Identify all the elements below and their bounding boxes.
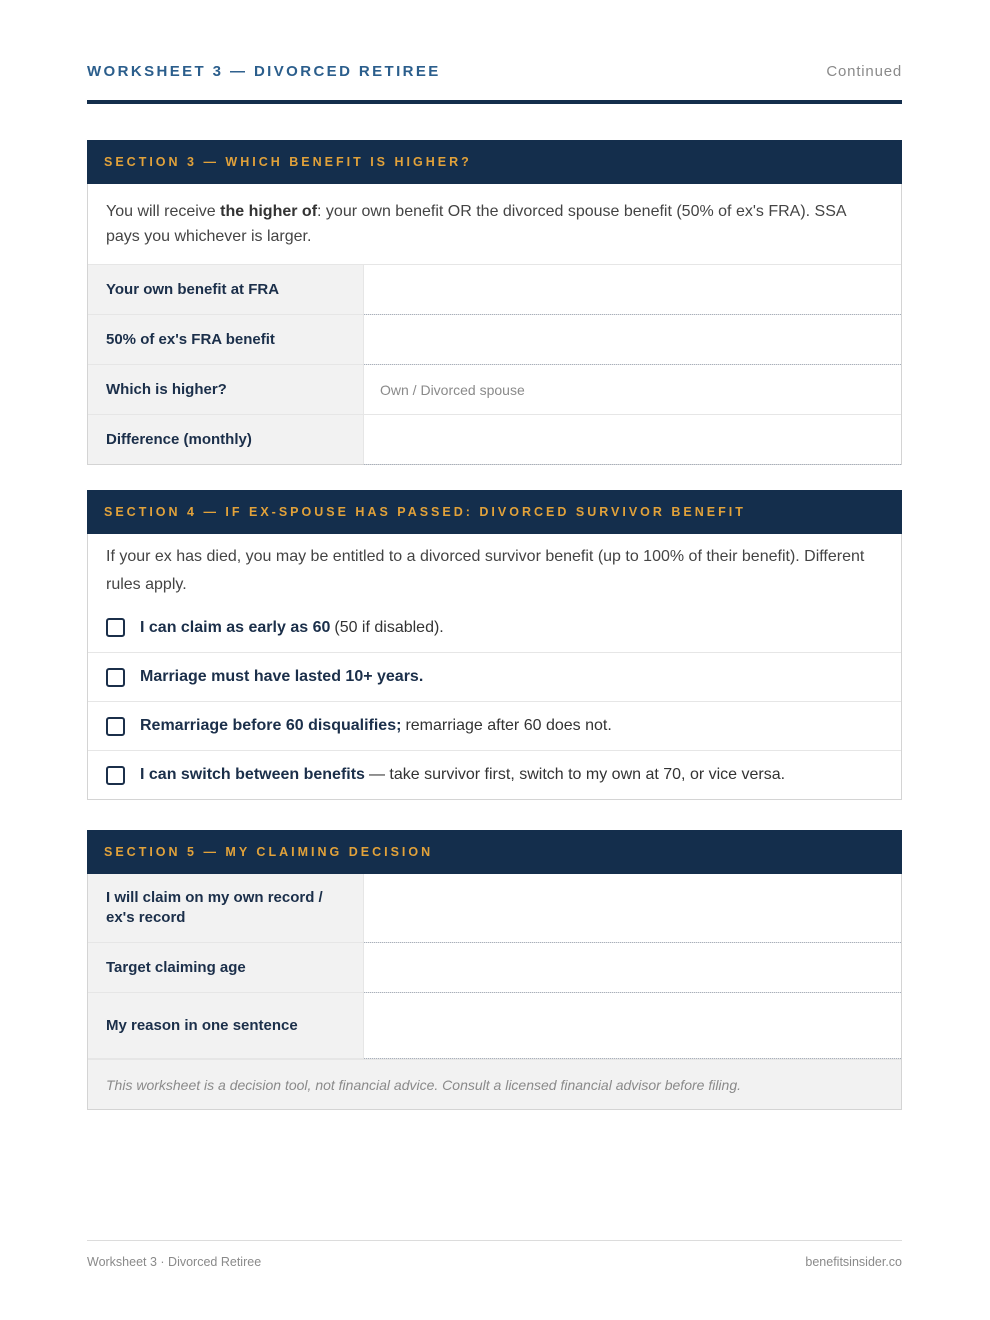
check-bold-text: I can switch between benefits [140, 766, 365, 783]
footer-site-url: benefitsinsider.co [805, 1255, 902, 1269]
difference-label: Difference (monthly) [88, 415, 364, 464]
checklist-item [88, 652, 901, 701]
difference-row [88, 415, 901, 464]
difference-field[interactable] [364, 415, 901, 465]
which-higher-label: Which is higher? [88, 365, 364, 414]
intro-bold: the higher of [220, 203, 318, 220]
section-4-survivor-benefit [87, 490, 902, 800]
checklist-item [88, 750, 901, 799]
which-higher-row [88, 365, 901, 415]
reason-label: My reason in one sentence [88, 993, 364, 1058]
check-rest-text: (50 if disabled). [334, 618, 444, 636]
worksheet-title: WORKSHEET 3 — DIVORCED RETIREE [87, 63, 441, 80]
checkbox[interactable] [106, 618, 125, 637]
ex-half-benefit-row [88, 315, 901, 365]
section-5-heading: SECTION 5 — MY CLAIMING DECISION [87, 830, 902, 874]
continued-label: Continued [826, 63, 902, 80]
which-higher-field[interactable]: Own / Divorced spouse [380, 381, 525, 398]
own-benefit-field[interactable] [364, 265, 901, 315]
section-4-intro: If your ex has died, you may be entitled to a divorced survivor benefit (up to 100% of their benefit). Different rules apply. [106, 548, 865, 593]
ex-half-benefit-field[interactable] [364, 315, 901, 365]
checkbox[interactable] [106, 717, 125, 736]
section-3-intro [88, 184, 901, 265]
claim-record-row [88, 874, 901, 943]
checklist-item [88, 603, 901, 652]
page-footer [87, 1240, 902, 1269]
check-bold-text: Remarriage before 60 disqualifies; [140, 717, 402, 734]
section-5-claiming-decision [87, 830, 902, 1110]
intro-prefix: You will receive [106, 203, 221, 220]
disclaimer-note: This worksheet is a decision tool, not financial advice. Consult a licensed financial advisor before filing. [88, 1059, 901, 1109]
section-4-heading: SECTION 4 — IF EX-SPOUSE HAS PASSED: DIVORCED SURVIVOR BENEFIT [87, 490, 902, 534]
reason-field[interactable] [364, 993, 901, 1059]
own-benefit-label: Your own benefit at FRA [88, 265, 364, 314]
check-bold-text: Marriage must have lasted 10+ years. [140, 668, 424, 685]
check-rest-text: remarriage after 60 does not. [405, 717, 612, 734]
checkbox[interactable] [106, 668, 125, 687]
target-age-field[interactable] [364, 943, 901, 993]
checklist-item [88, 701, 901, 750]
claim-record-label: I will claim on my own record / ex's record [88, 874, 364, 942]
ex-half-benefit-label: 50% of ex's FRA benefit [88, 315, 364, 364]
footer-worksheet-label: Worksheet 3 · Divorced Retiree [87, 1255, 262, 1269]
target-age-label: Target claiming age [88, 943, 364, 992]
target-age-row [88, 943, 901, 993]
page-header [87, 60, 902, 104]
check-bold-text: I can claim as early as 60 [140, 618, 331, 636]
claim-record-field[interactable] [364, 874, 901, 943]
intro-suffix: : your own benefit OR the divorced spouse benefit (50% of ex's FRA). SSA pays you whichever is larger. [106, 203, 846, 245]
own-benefit-row [88, 265, 901, 315]
reason-row [88, 993, 901, 1059]
check-rest-text: — take survivor first, switch to my own at 70, or vice versa. [368, 766, 786, 783]
checkbox[interactable] [106, 766, 125, 785]
section-3-heading: SECTION 3 — WHICH BENEFIT IS HIGHER? [87, 140, 902, 184]
section-3-which-benefit [87, 140, 902, 465]
